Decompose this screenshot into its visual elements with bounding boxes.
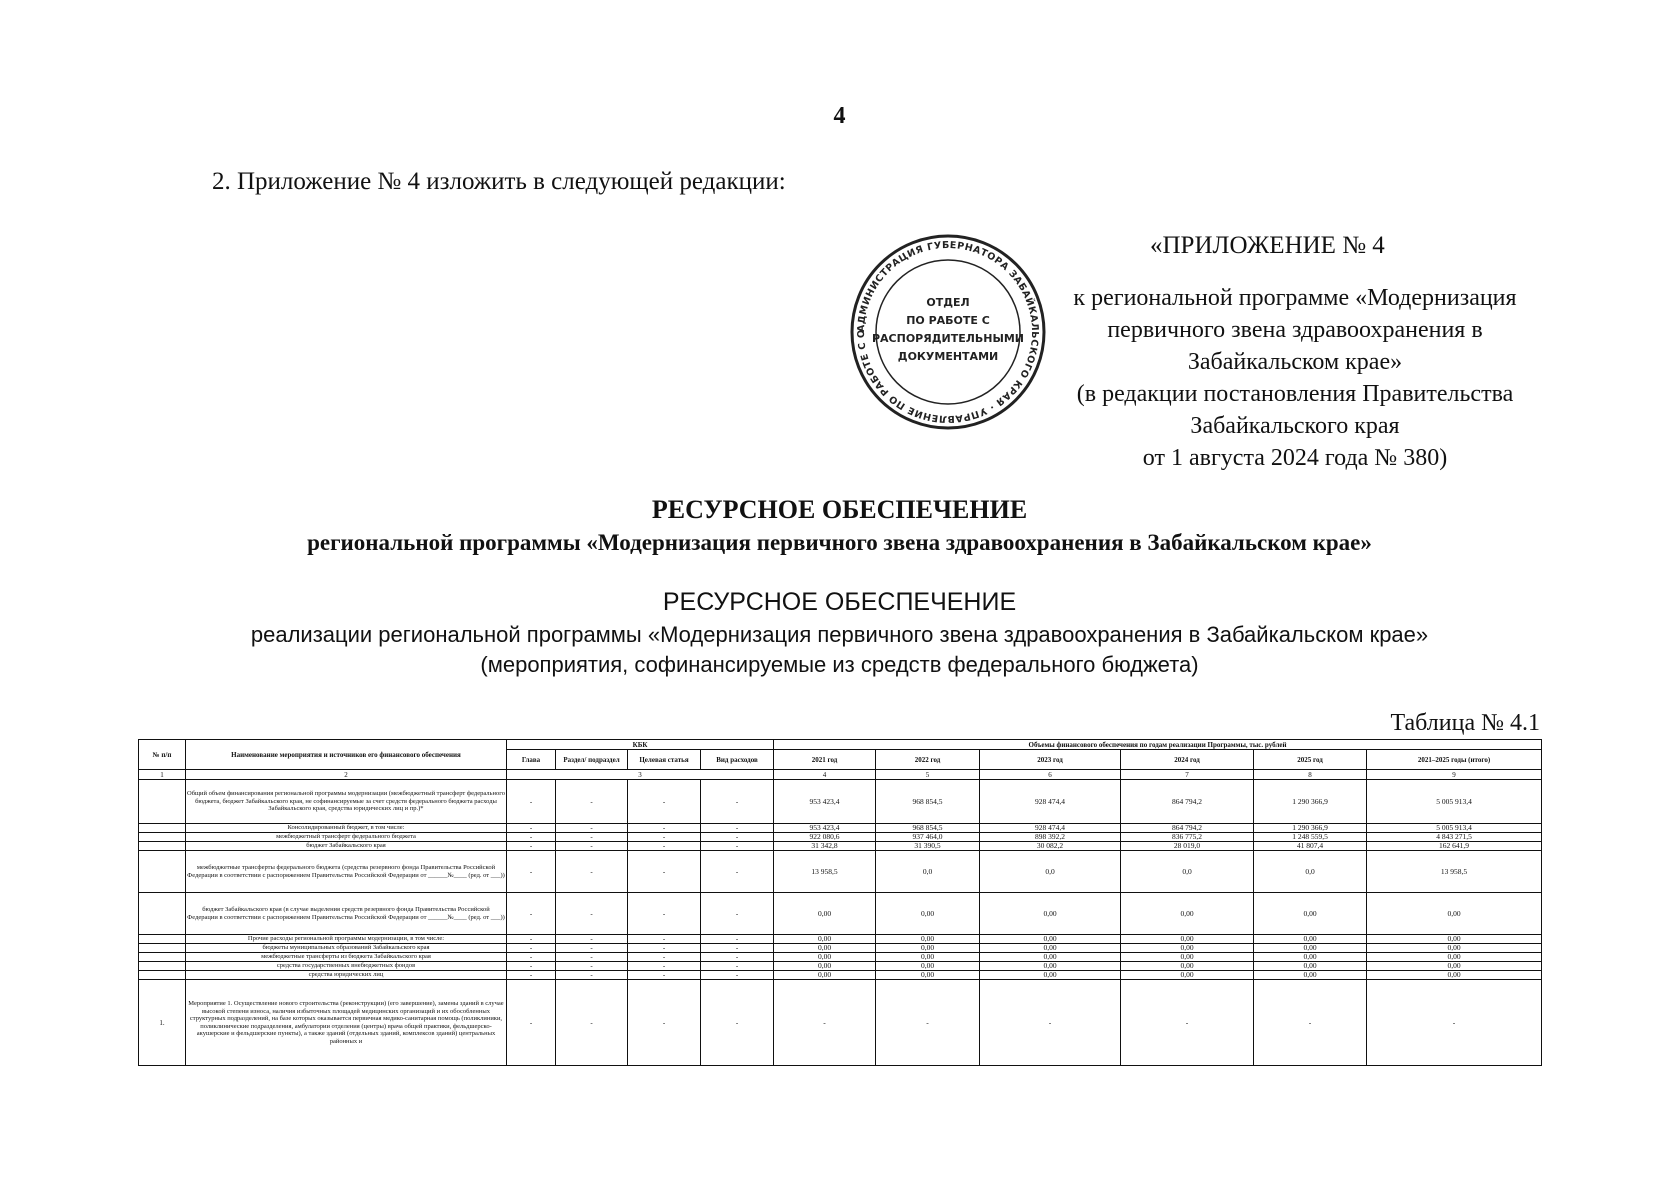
row-number bbox=[139, 893, 186, 935]
table-row bbox=[139, 935, 1542, 944]
kbk-cell: - bbox=[507, 833, 556, 842]
value-cell: 0,00 bbox=[774, 893, 876, 935]
kbk-cell: - bbox=[507, 971, 556, 980]
index-cell: 8 bbox=[1254, 770, 1367, 780]
value-cell: 0,0 bbox=[980, 851, 1121, 893]
value-cell: 864 794,2 bbox=[1121, 780, 1254, 824]
stamp-center-line-4: ДОКУМЕНТАМИ bbox=[897, 350, 999, 363]
value-cell: 836 775,2 bbox=[1121, 833, 1254, 842]
row-name: межбюджетные трансферты федерального бюджета (средства резервного фонда Правительства Российской Федерации в соответствии с распоряжением Правительства Российской Федерации от ______№____ (ред. от ___)) bbox=[186, 851, 507, 893]
row-name: Прочие расходы региональной программы модернизации, в том числе: bbox=[186, 935, 507, 944]
value-cell: 0,00 bbox=[980, 971, 1121, 980]
kbk-cell: - bbox=[628, 851, 701, 893]
value-cell: 0,00 bbox=[1121, 893, 1254, 935]
kbk-cell: - bbox=[701, 893, 774, 935]
table-label: Таблица № 4.1 bbox=[1390, 710, 1540, 736]
value-cell: 0,00 bbox=[980, 935, 1121, 944]
kbk-cell: - bbox=[507, 780, 556, 824]
value-cell: 1 290 366,9 bbox=[1254, 780, 1367, 824]
header-kbk-col: Глава bbox=[507, 750, 556, 770]
row-number bbox=[139, 944, 186, 953]
row-number bbox=[139, 971, 186, 980]
header-kbk: КБК bbox=[507, 740, 774, 750]
header-year-col: 2023 год bbox=[980, 750, 1121, 770]
appendix-line: от 1 августа 2024 года № 380) bbox=[1142, 445, 1448, 471]
kbk-cell: - bbox=[628, 833, 701, 842]
kbk-cell: - bbox=[628, 842, 701, 851]
value-cell: 0,00 bbox=[876, 962, 980, 971]
value-cell: 0,00 bbox=[774, 944, 876, 953]
value-cell: 928 474,4 bbox=[980, 780, 1121, 824]
value-cell: 31 390,5 bbox=[876, 842, 980, 851]
value-cell: 0,00 bbox=[774, 935, 876, 944]
kbk-cell: - bbox=[507, 842, 556, 851]
stamp-ring-text: АДМИНИСТРАЦИЯ ГУБЕРНАТОРА ЗАБАЙКАЛЬСКОГО КРАЯ · УПРАВЛЕНИЕ ПО РАБОТЕ С О bbox=[855, 239, 1041, 425]
value-cell: 0,00 bbox=[876, 971, 980, 980]
table-row bbox=[139, 851, 1542, 893]
kbk-cell: - bbox=[507, 944, 556, 953]
value-cell: 0,00 bbox=[1367, 953, 1542, 962]
row-number bbox=[139, 842, 186, 851]
value-cell: 162 641,9 bbox=[1367, 842, 1542, 851]
value-cell: - bbox=[876, 980, 980, 1066]
kbk-cell: - bbox=[556, 971, 628, 980]
value-cell: 30 082,2 bbox=[980, 842, 1121, 851]
value-cell: 0,00 bbox=[1254, 935, 1367, 944]
appendix-line: Забайкальского края bbox=[1190, 413, 1400, 439]
kbk-cell: - bbox=[628, 944, 701, 953]
value-cell: 1 290 366,9 bbox=[1254, 824, 1367, 833]
stamp-center-line-2: ПО РАБОТЕ С bbox=[906, 314, 990, 327]
value-cell: 0,0 bbox=[876, 851, 980, 893]
table-row bbox=[139, 833, 1542, 842]
header-num: № п/п bbox=[139, 740, 186, 770]
kbk-cell: - bbox=[628, 935, 701, 944]
value-cell: 0,00 bbox=[1367, 893, 1542, 935]
table-row bbox=[139, 824, 1542, 833]
index-cell: 5 bbox=[876, 770, 980, 780]
index-cell: 3 bbox=[507, 770, 774, 780]
appendix-line: к региональной программе «Модернизация bbox=[1073, 285, 1517, 311]
value-cell: 0,00 bbox=[1121, 971, 1254, 980]
value-cell: 953 423,4 bbox=[774, 780, 876, 824]
value-cell: 0,00 bbox=[980, 893, 1121, 935]
stamp-center-line-1: ОТДЕЛ bbox=[926, 296, 970, 309]
value-cell: 898 392,2 bbox=[980, 833, 1121, 842]
table-row bbox=[139, 962, 1542, 971]
value-cell: 0,00 bbox=[1121, 935, 1254, 944]
row-name: межбюджетные трансферты из бюджета Забайкальского края bbox=[186, 953, 507, 962]
row-name: бюджеты муниципальных образований Забайкальского края bbox=[186, 944, 507, 953]
index-cell: 9 bbox=[1367, 770, 1542, 780]
kbk-cell: - bbox=[701, 824, 774, 833]
row-name: бюджет Забайкальского края (в случае выделения средств резервного фонда Правительства Российской Федерации в соответствии с распоряжением Правительства Российской Федерации от ______№____ (ред. от ___)) bbox=[186, 893, 507, 935]
header-year-col: 2022 год bbox=[876, 750, 980, 770]
row-number bbox=[139, 935, 186, 944]
value-cell: 0,00 bbox=[1254, 893, 1367, 935]
kbk-cell: - bbox=[701, 980, 774, 1066]
table-row bbox=[139, 953, 1542, 962]
kbk-cell: - bbox=[556, 962, 628, 971]
value-cell: 953 423,4 bbox=[774, 824, 876, 833]
row-name: Мероприятие 1. Осуществление нового строительства (реконструкции) (его завершение), замены зданий в случае высокой степени износа, наличия избыточных площадей медицинских организаций и их обособленных структурных подразделений, на базе которых оказывается первичная медико-санитарная помощь (поликлиники, поликлинические подразделения, амбулатории отделения (центры) врача общей практики, фельдшерско-акушерские и фельдшерские пункты), а также зданий (отдельных зданий, комплексов зданий) центральных районных и bbox=[186, 980, 507, 1066]
kbk-cell: - bbox=[701, 833, 774, 842]
row-number bbox=[139, 824, 186, 833]
official-stamp bbox=[848, 232, 1048, 432]
row-name: бюджет Забайкальского края bbox=[186, 842, 507, 851]
value-cell: 0,0 bbox=[1254, 851, 1367, 893]
value-cell: 928 474,4 bbox=[980, 824, 1121, 833]
value-cell: 0,00 bbox=[1121, 953, 1254, 962]
appendix-subtitle bbox=[1035, 282, 1555, 474]
value-cell: 5 005 913,4 bbox=[1367, 780, 1542, 824]
kbk-cell: - bbox=[701, 935, 774, 944]
value-cell: 937 464,0 bbox=[876, 833, 980, 842]
row-name: средства государственных внебюджетных фондов bbox=[186, 962, 507, 971]
value-cell: 0,00 bbox=[1367, 971, 1542, 980]
kbk-cell: - bbox=[507, 962, 556, 971]
table-body bbox=[139, 780, 1542, 1066]
kbk-cell: - bbox=[628, 971, 701, 980]
value-cell: 0,00 bbox=[1367, 944, 1542, 953]
kbk-cell: - bbox=[701, 944, 774, 953]
value-cell: - bbox=[1254, 980, 1367, 1066]
heading-line-2: реализации региональной программы «Модернизация первичного звена здравоохранения в Забайкальском крае» bbox=[250, 622, 1429, 647]
kbk-cell: - bbox=[556, 944, 628, 953]
value-cell: 0,00 bbox=[876, 893, 980, 935]
table-row bbox=[139, 780, 1542, 824]
header-kbk-col: Вид расходов bbox=[701, 750, 774, 770]
value-cell: 0,00 bbox=[774, 971, 876, 980]
kbk-cell: - bbox=[556, 842, 628, 851]
instruction-text: 2. Приложение № 4 изложить в следующей редакции: bbox=[212, 168, 786, 195]
heading-bold-2: региональной программы «Модернизация первичного звена здравоохранения в Забайкальском крае» bbox=[307, 530, 1372, 555]
kbk-cell: - bbox=[556, 824, 628, 833]
value-cell: 0,00 bbox=[1367, 962, 1542, 971]
header-year-col: 2025 год bbox=[1254, 750, 1367, 770]
value-cell: - bbox=[1121, 980, 1254, 1066]
value-cell: 31 342,8 bbox=[774, 842, 876, 851]
value-cell: 41 807,4 bbox=[1254, 842, 1367, 851]
header-name: Наименование мероприятия и источников его финансового обеспечения bbox=[186, 740, 507, 770]
value-cell: 0,00 bbox=[980, 962, 1121, 971]
value-cell: 0,00 bbox=[876, 935, 980, 944]
value-cell: 13 958,5 bbox=[774, 851, 876, 893]
row-number bbox=[139, 953, 186, 962]
value-cell: 0,00 bbox=[1254, 944, 1367, 953]
heading-line-3: (мероприятия, софинансируемые из средств федерального бюджета) bbox=[480, 652, 1199, 677]
header-kbk-col: Целевая статья bbox=[628, 750, 701, 770]
value-cell: 864 794,2 bbox=[1121, 824, 1254, 833]
heading-line-1: РЕСУРСНОЕ ОБЕСПЕЧЕНИЕ bbox=[662, 588, 1017, 616]
value-cell: 0,00 bbox=[774, 953, 876, 962]
appendix-title: «ПРИЛОЖЕНИЕ № 4 bbox=[1150, 232, 1385, 259]
value-cell: - bbox=[980, 980, 1121, 1066]
value-cell: 0,00 bbox=[1254, 953, 1367, 962]
header-year-col: 2024 год bbox=[1121, 750, 1254, 770]
value-cell: 0,00 bbox=[774, 962, 876, 971]
value-cell: 968 854,5 bbox=[876, 824, 980, 833]
appendix-line: (в редакции постановления Правительства bbox=[1076, 381, 1514, 407]
row-number bbox=[139, 851, 186, 893]
kbk-cell: - bbox=[701, 780, 774, 824]
table-row bbox=[139, 842, 1542, 851]
kbk-cell: - bbox=[556, 851, 628, 893]
value-cell: 968 854,5 bbox=[876, 780, 980, 824]
header-year-col: 2021 год bbox=[774, 750, 876, 770]
value-cell: - bbox=[774, 980, 876, 1066]
index-cell: 6 bbox=[980, 770, 1121, 780]
value-cell: 0,00 bbox=[1254, 971, 1367, 980]
kbk-cell: - bbox=[628, 824, 701, 833]
index-cell: 4 bbox=[774, 770, 876, 780]
value-cell: 5 005 913,4 bbox=[1367, 824, 1542, 833]
value-cell: 0,00 bbox=[876, 953, 980, 962]
index-cell: 7 bbox=[1121, 770, 1254, 780]
value-cell: 0,00 bbox=[876, 944, 980, 953]
kbk-cell: - bbox=[701, 962, 774, 971]
kbk-cell: - bbox=[701, 971, 774, 980]
table-row bbox=[139, 944, 1542, 953]
heading-bold-1: РЕСУРСНОЕ ОБЕСПЕЧЕНИЕ bbox=[651, 495, 1028, 524]
header-kbk-col: Раздел/ подраздел bbox=[556, 750, 628, 770]
row-number bbox=[139, 780, 186, 824]
kbk-cell: - bbox=[507, 824, 556, 833]
kbk-cell: - bbox=[556, 833, 628, 842]
value-cell: 0,00 bbox=[980, 953, 1121, 962]
kbk-cell: - bbox=[556, 935, 628, 944]
kbk-cell: - bbox=[701, 851, 774, 893]
header-volumes: Объемы финансового обеспечения по годам реализации Программы, тыс. рублей bbox=[774, 740, 1542, 750]
row-name: средства юридических лиц bbox=[186, 971, 507, 980]
value-cell: 0,00 bbox=[1121, 944, 1254, 953]
kbk-cell: - bbox=[507, 893, 556, 935]
resource-table bbox=[138, 739, 1542, 1066]
value-cell: 1 248 559,5 bbox=[1254, 833, 1367, 842]
appendix-line: первичного звена здравоохранения в bbox=[1107, 317, 1483, 343]
value-cell: - bbox=[1367, 980, 1542, 1066]
kbk-cell: - bbox=[507, 980, 556, 1066]
kbk-cell: - bbox=[628, 893, 701, 935]
kbk-cell: - bbox=[556, 893, 628, 935]
table-row bbox=[139, 893, 1542, 935]
kbk-cell: - bbox=[507, 851, 556, 893]
row-number: 1. bbox=[139, 980, 186, 1066]
kbk-cell: - bbox=[507, 953, 556, 962]
index-cell: 2 bbox=[186, 770, 507, 780]
table-row bbox=[139, 980, 1542, 1066]
row-name: Консолидированный бюджет, в том числе: bbox=[186, 824, 507, 833]
row-number bbox=[139, 962, 186, 971]
value-cell: 13 958,5 bbox=[1367, 851, 1542, 893]
kbk-cell: - bbox=[628, 962, 701, 971]
value-cell: 0,00 bbox=[1121, 962, 1254, 971]
kbk-cell: - bbox=[701, 953, 774, 962]
stamp-center-line-3: РАСПОРЯДИТЕЛЬНЫМИ bbox=[871, 332, 1025, 345]
header-year-col: 2021–2025 годы (итого) bbox=[1367, 750, 1542, 770]
row-number bbox=[139, 833, 186, 842]
kbk-cell: - bbox=[701, 842, 774, 851]
value-cell: 0,00 bbox=[1367, 935, 1542, 944]
kbk-cell: - bbox=[556, 780, 628, 824]
value-cell: 0,00 bbox=[980, 944, 1121, 953]
kbk-cell: - bbox=[628, 953, 701, 962]
kbk-cell: - bbox=[556, 953, 628, 962]
row-name: Общий объем финансирования региональной программы модернизации (межбюджетный трансферт федерального бюджета, бюджет Забайкальского края, не софинансируемые за счет средств федерального бюджета расходы Забайкальского края, средства юридических лиц и пр.)* bbox=[186, 780, 507, 824]
value-cell: 0,0 bbox=[1121, 851, 1254, 893]
table-row bbox=[139, 971, 1542, 980]
index-cell: 1 bbox=[139, 770, 186, 780]
kbk-cell: - bbox=[507, 935, 556, 944]
row-name: межбюджетный трансферт федерального бюджета bbox=[186, 833, 507, 842]
appendix-line: Забайкальском крае» bbox=[1187, 349, 1403, 375]
kbk-cell: - bbox=[556, 980, 628, 1066]
value-cell: 4 843 271,5 bbox=[1367, 833, 1542, 842]
value-cell: 922 080,6 bbox=[774, 833, 876, 842]
value-cell: 28 019,0 bbox=[1121, 842, 1254, 851]
kbk-cell: - bbox=[628, 780, 701, 824]
page-number: 4 bbox=[833, 103, 846, 129]
value-cell: 0,00 bbox=[1254, 962, 1367, 971]
kbk-cell: - bbox=[628, 980, 701, 1066]
